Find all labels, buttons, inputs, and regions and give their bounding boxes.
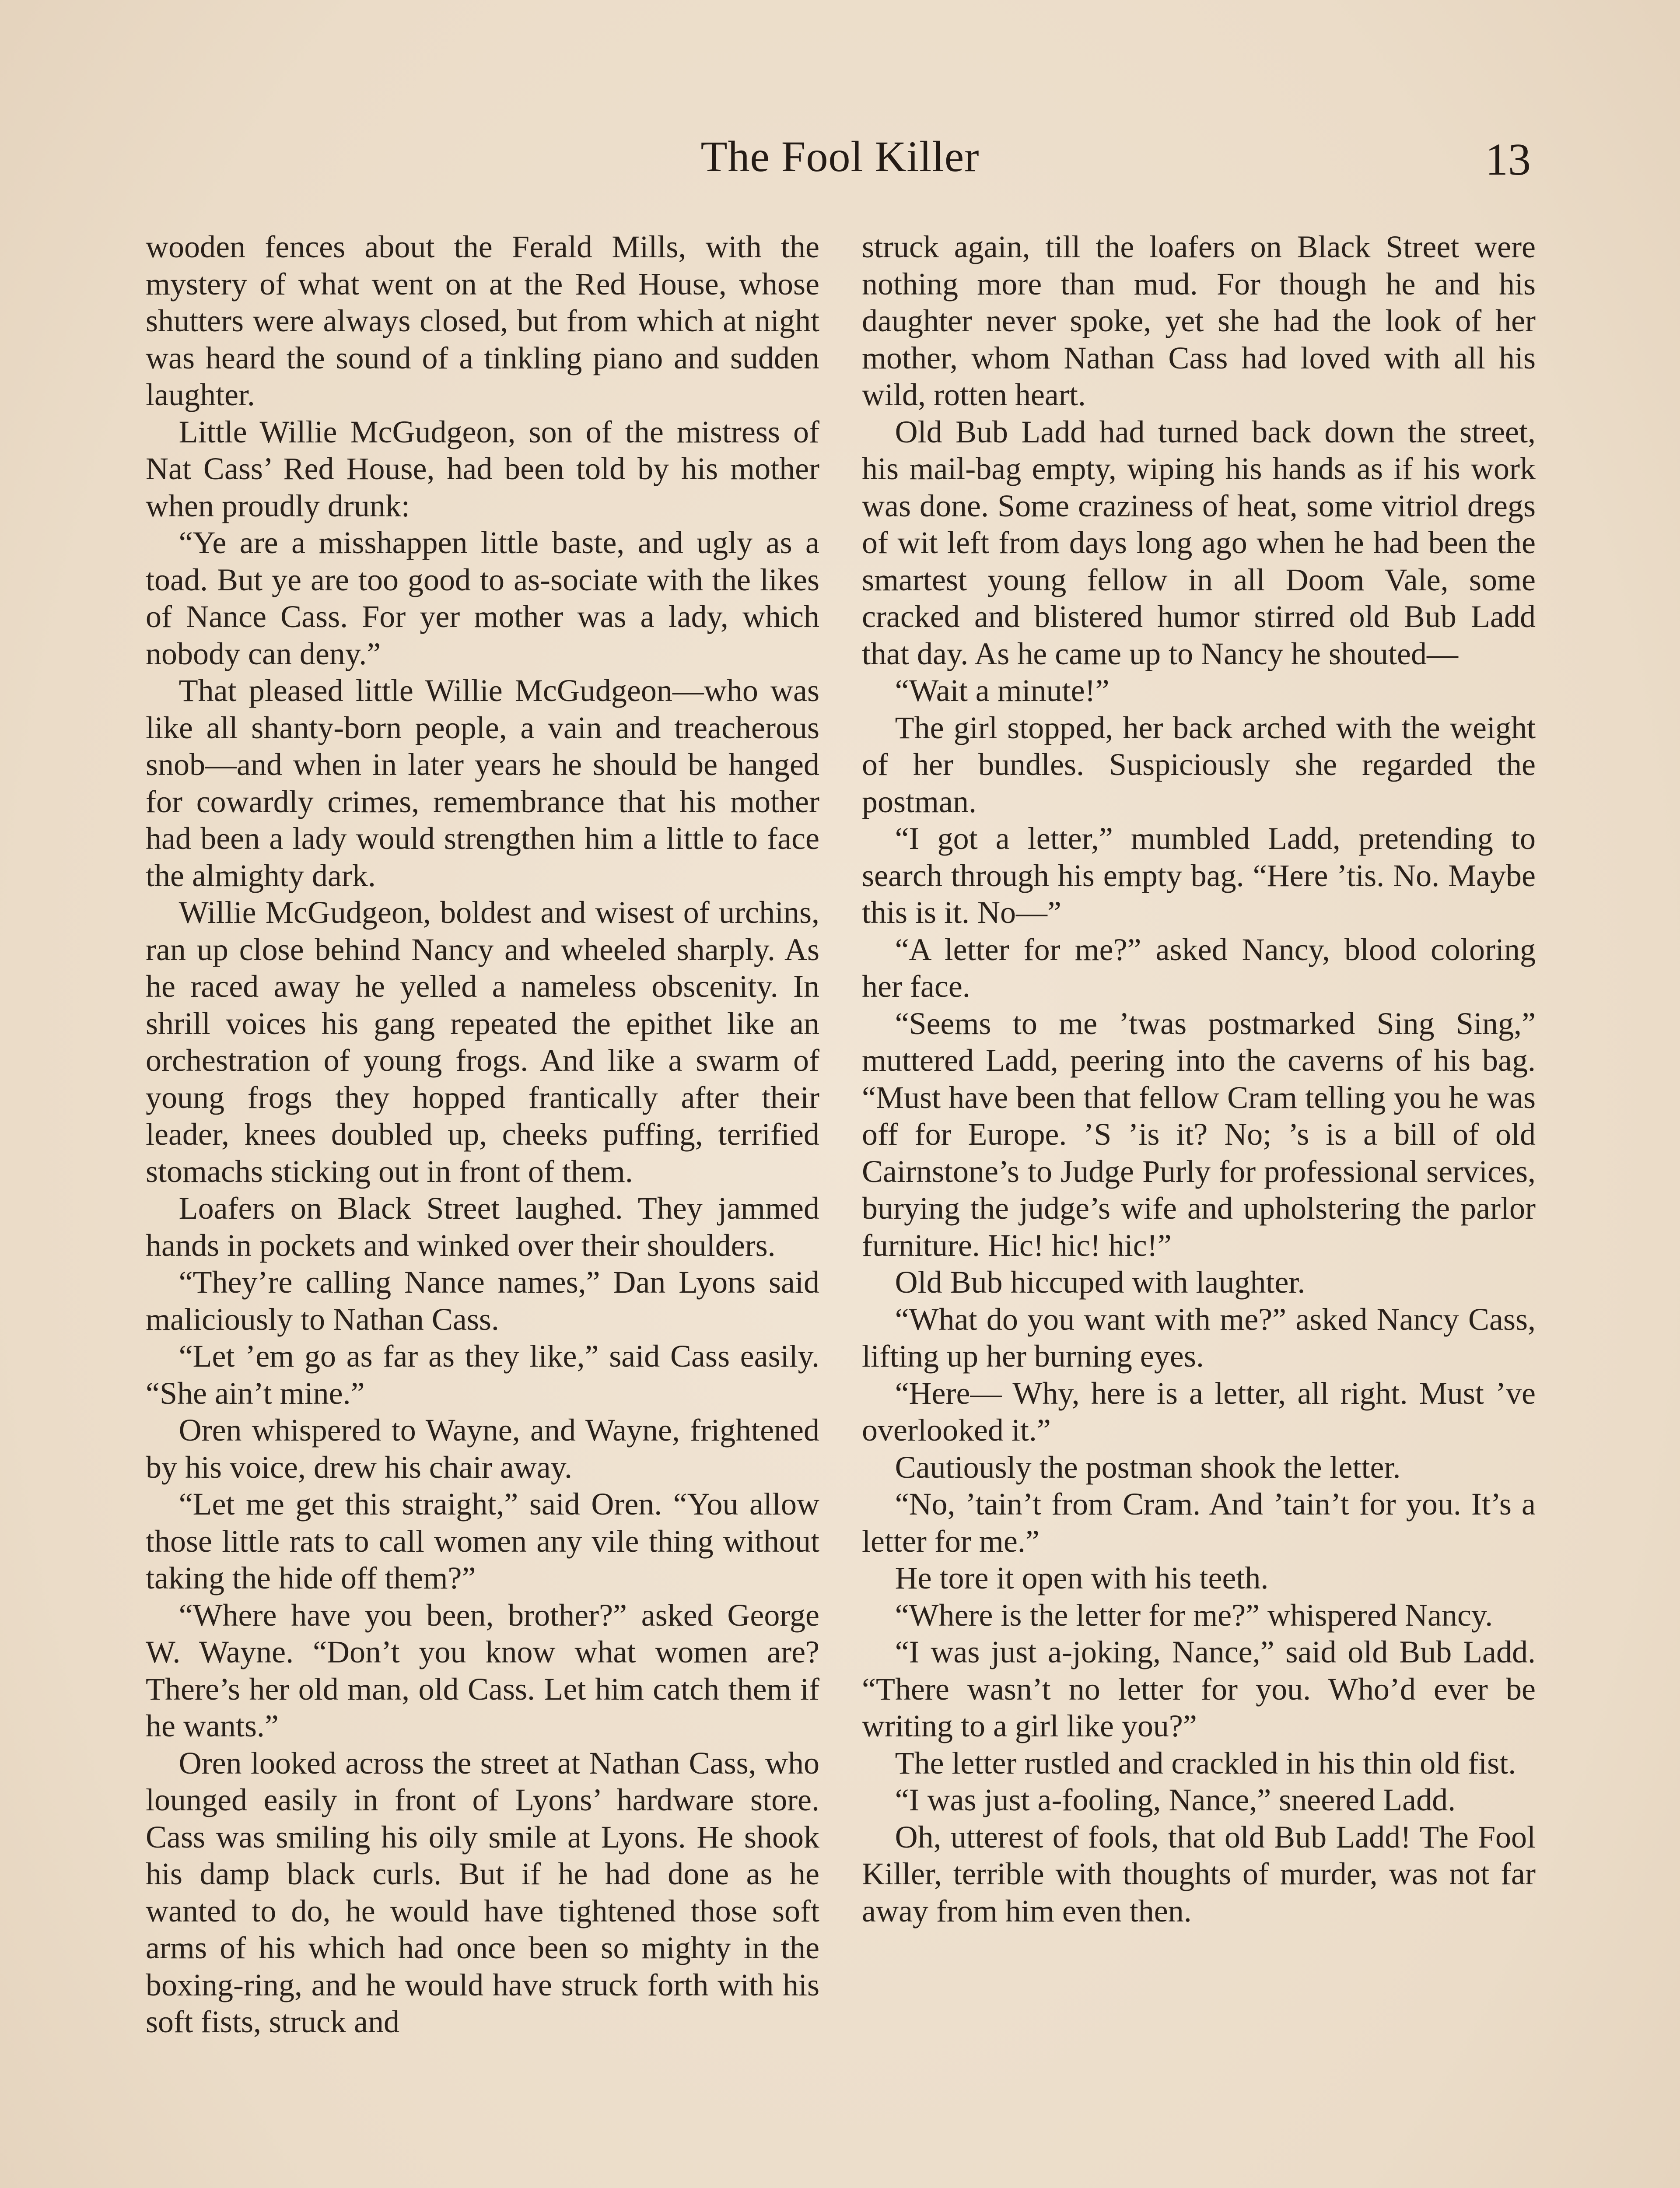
paragraph: That pleased little Willie McGudgeon—who was like all shanty-born people, a vain and treacherous snob—and when in later years he should be hanged for cowardly crimes, remembrance that his mother had been a lady would strengthen him a little to face the almighty dark. — [146, 673, 819, 893]
paragraph: “I was just a-joking, Nance,” said old Bub Ladd. “There wasn’t no letter for you. Who’d ever be writing to a girl like you?” — [862, 1634, 1536, 1743]
paragraph: “Let ’em go as far as they like,” said Cass easily. “She ain’t mine.” — [146, 1339, 819, 1411]
paragraph: “Ye are a misshappen little baste, and ugly as a toad. But ye are too good to as-sociate with the likes of Nance Cass. For yer mother was a lady, which nobody can deny.” — [146, 525, 819, 671]
paragraph: Willie McGudgeon, boldest and wisest of urchins, ran up close behind Nancy and wheeled sharply. As he raced away he yelled a nameless obscenity. In shrill voices his gang repeated the epithet like an orchestration of young frogs. And like a swarm of young frogs they hopped frantically after their leader, knees doubled up, cheeks puffing, terrified stomachs sticking out in front of them. — [146, 895, 819, 1189]
paragraph: Oren whispered to Wayne, and Wayne, frightened by his voice, drew his chair away. — [146, 1413, 819, 1485]
running-title: The Fool Killer — [700, 132, 980, 181]
left-column — [146, 228, 819, 2041]
paragraph: “Wait a minute!” — [895, 673, 1110, 708]
paragraph: “Where is the letter for me?” whispered Nancy. — [895, 1597, 1493, 1633]
paragraph: struck again, till the loafers on Black Street were nothing more than mud. For though he and his daughter never spoke, yet she had the look of her mother, whom Nathan Cass had loved with all his wild, rotten heart. — [862, 229, 1536, 412]
paragraph: Cautiously the postman shook the letter. — [895, 1449, 1401, 1485]
paragraph: Little Willie McGudgeon, son of the mistress of Nat Cass’ Red House, had been told by his mother when proudly drunk: — [146, 414, 819, 523]
page-number: 13 — [1485, 134, 1531, 185]
paragraph: Old Bub Ladd had turned back down the street, his mail-bag empty, wiping his hands as if his work was done. Some craziness of heat, some vitriol dregs of wit left from days long ago when he had been the smartest young fellow in all Doom Vale, some cracked and blistered humor stirred old Bub Ladd that day. As he came up to Nancy he shouted— — [862, 414, 1536, 671]
paragraph: “What do you want with me?” asked Nancy Cass, lifting up her burning eyes. — [862, 1301, 1536, 1374]
paragraph: Oren looked across the street at Nathan Cass, who lounged easily in front of Lyons’ hardware store. Cass was smiling his oily smile at Lyons. He shook his damp black curls. But if he had done as he wanted to do, he would have tightened those soft arms of his which had once been so mighty in the boxing-ring, and he would have struck forth with his soft fists, struck and — [146, 1745, 819, 2039]
paragraph: Loafers on Black Street laughed. They jammed hands in pockets and winked over their shoulders. — [146, 1191, 819, 1263]
paragraph: wooden fences about the Ferald Mills, with the mystery of what went on at the Red House, whose shutters were always closed, but from which at night was heard the sound of a tinkling piano and sudden laughter. — [146, 229, 819, 412]
paragraph: Old Bub hiccuped with laughter. — [895, 1265, 1306, 1300]
paragraph: Oh, utterest of fools, that old Bub Ladd! The Fool Killer, terrible with thoughts of murder, was not far away from him even then. — [862, 1819, 1536, 1929]
paragraph: He tore it open with his teeth. — [895, 1560, 1269, 1595]
paragraph: “They’re calling Nance names,” Dan Lyons said maliciously to Nathan Cass. — [146, 1265, 819, 1337]
paragraph: “Seems to me ’twas postmarked Sing Sing,” muttered Ladd, peering into the caverns of his bag. “Must have been that fellow Cram telling you he was off for Europe. ’S ’is it? No; ’s is a bill of old Cairnstone’s to Judge Purly for professional services, burying the judge’s wife and upholstering the parlor furniture. Hic! hic! hic!” — [862, 1006, 1536, 1263]
paragraph: “Let me get this straight,” said Oren. “You allow those little rats to call women any vile thing without taking the hide off them?” — [146, 1487, 819, 1595]
paragraph: “I got a letter,” mumbled Ladd, pretending to search through his empty bag. “Here ’tis. No. Maybe this is it. No—” — [862, 821, 1536, 930]
paragraph: The letter rustled and crackled in his thin old fist. — [895, 1745, 1516, 1781]
right-column — [862, 228, 1536, 1929]
paragraph: “A letter for me?” asked Nancy, blood coloring her face. — [862, 932, 1536, 1004]
paragraph: The girl stopped, her back arched with the weight of her bundles. Suspiciously she regarded the postman. — [862, 710, 1536, 819]
paragraph: “Where have you been, brother?” asked George W. Wayne. “Don’t you know what women are? There’s her old man, old Cass. Let him catch them if he wants.” — [146, 1597, 819, 1743]
paragraph: “I was just a-fooling, Nance,” sneered Ladd. — [895, 1782, 1456, 1817]
paragraph: “No, ’tain’t from Cram. And ’tain’t for you. It’s a letter for me.” — [862, 1487, 1536, 1559]
paragraph: “Here— Why, here is a letter, all right. Must ’ve overlooked it.” — [862, 1375, 1536, 1448]
